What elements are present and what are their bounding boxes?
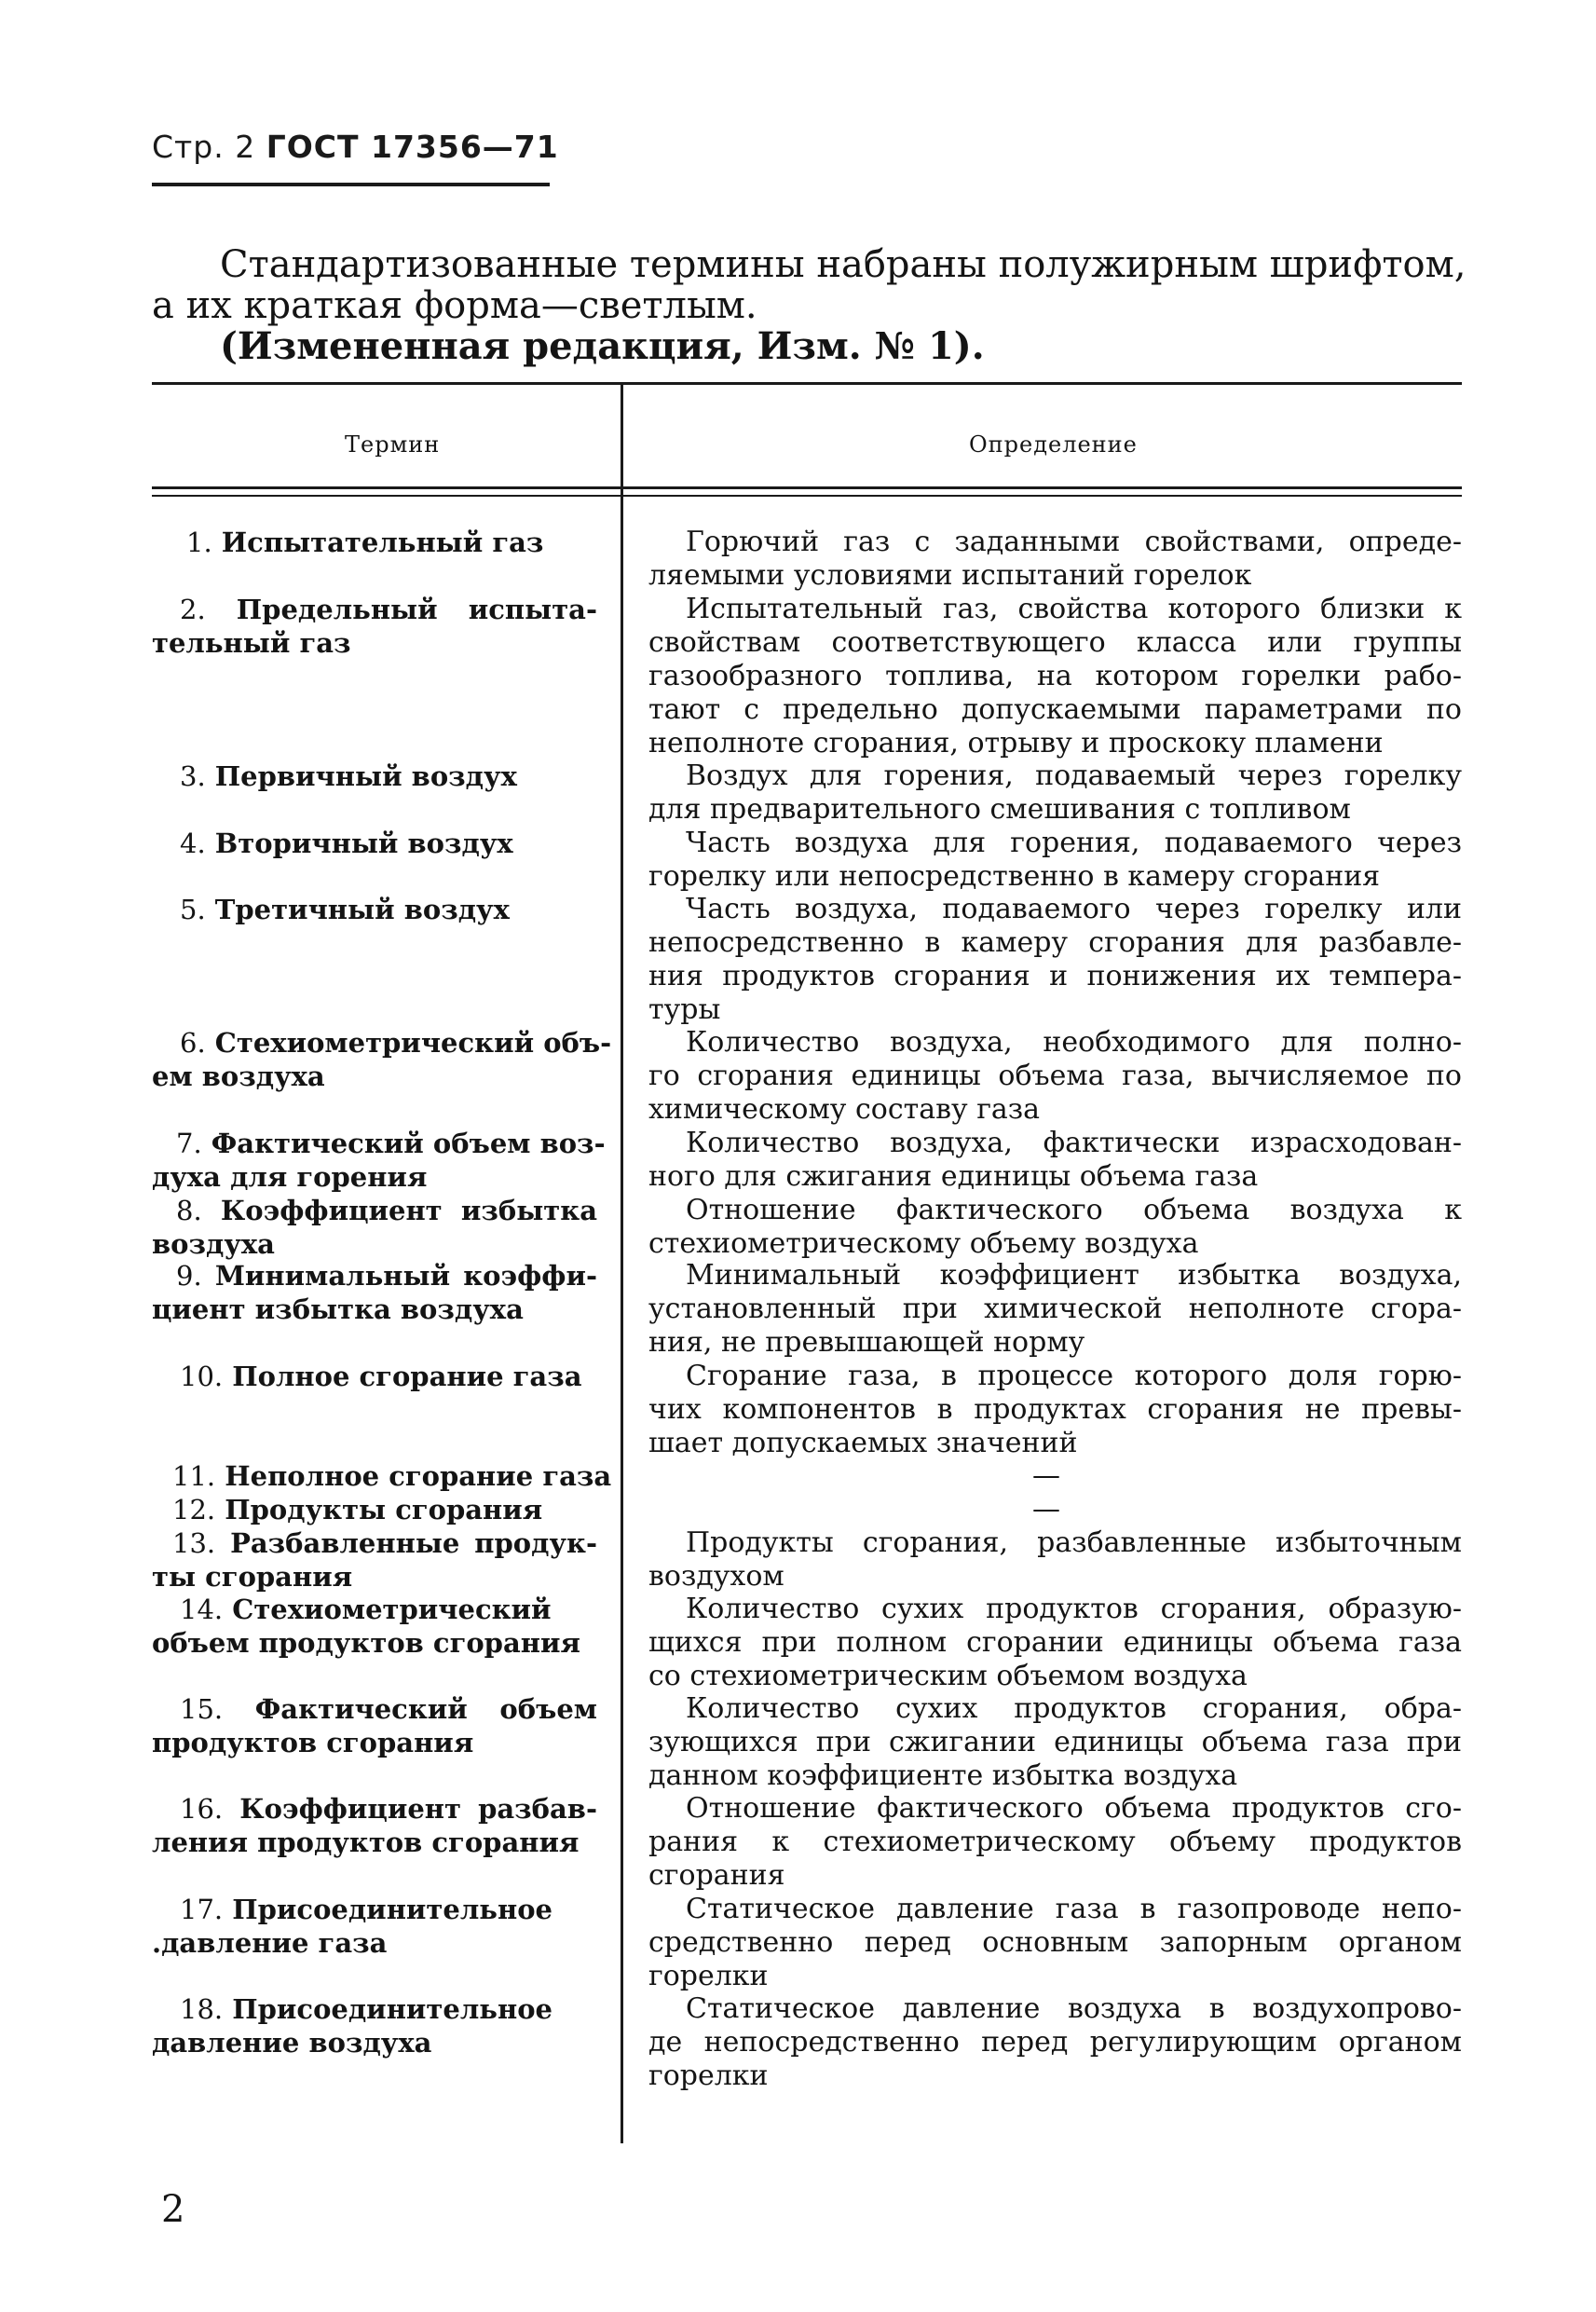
- definition-line: щихся при полном сгорании единицы объема газа: [648, 1626, 1462, 1659]
- term-text-cont: .давление газа: [152, 1927, 388, 1959]
- term-number: 10.: [180, 1361, 224, 1392]
- term-text: Первичный воздух: [214, 760, 517, 792]
- term-text-cont: ем воздуха: [152, 1060, 325, 1092]
- definition-7: [648, 1127, 1462, 1194]
- definition-line: рания к стехиометрическому объему продуктов: [648, 1826, 1462, 1858]
- definition-line: ния, не превышающей норму: [648, 1326, 1085, 1359]
- term-number: 5.: [180, 894, 206, 925]
- term-17: [152, 1893, 597, 1960]
- definition-17: [648, 1893, 1462, 1993]
- term-text: Коэффициент избытка: [220, 1195, 597, 1226]
- page-header: [152, 129, 559, 165]
- definition-line: Количество сухих продуктов сгорания, обра-: [686, 1692, 1462, 1725]
- definition-line: Статическое давление воздуха в воздухопрово-: [686, 1992, 1462, 2025]
- term-text-cont: продуктов сгорания: [152, 1727, 474, 1758]
- intro-line-1: Стандартизованные термины набраны полужирным шрифтом,: [220, 243, 1466, 286]
- definition-line: непосредственно в камеру сгорания для разбавле-: [648, 926, 1462, 959]
- definition-14: [648, 1593, 1462, 1693]
- definition-line: Часть воздуха, подаваемого через горелку или: [686, 893, 1462, 925]
- term-16: [152, 1792, 597, 1859]
- definition-line: горелки: [648, 2059, 769, 2092]
- definition-5: [648, 893, 1462, 1027]
- definition-line: Испытательный газ, свойства которого близки к: [686, 593, 1462, 625]
- header-rule-double: [152, 495, 1462, 497]
- definition-line: воздухом: [648, 1560, 784, 1593]
- term-text-cont: воздуха: [152, 1228, 275, 1260]
- definition-line: газообразного топлива, на котором горелки рабо-: [648, 660, 1462, 692]
- term-18: [152, 1992, 597, 2059]
- term-number: 14.: [180, 1594, 224, 1625]
- intro-paragraph: [152, 243, 1466, 368]
- definition-line: стехиометрическому объему воздуха: [648, 1227, 1199, 1260]
- term-4: [152, 827, 597, 860]
- term-7: [152, 1127, 606, 1194]
- term-5: [152, 893, 597, 926]
- term-2: [152, 593, 597, 660]
- term-8: [152, 1194, 597, 1261]
- definition-line: чих компонентов в продуктах сгорания не превы-: [648, 1393, 1462, 1426]
- term-number: 9.: [176, 1260, 202, 1292]
- definition-line: Сгорание газа, в процессе которого доля горю-: [686, 1360, 1462, 1392]
- definition-line: зующихся при сжигании единицы объема газа при: [648, 1726, 1462, 1758]
- term-number: 15.: [180, 1693, 224, 1725]
- term-text: Продукты сгорания: [225, 1494, 543, 1525]
- column-header-definition: Определение: [969, 431, 1138, 458]
- term-number: 6.: [180, 1027, 206, 1059]
- term-text: Присоединительное: [232, 1993, 553, 2025]
- definition-6: [648, 1026, 1462, 1127]
- definition-4: [648, 827, 1462, 894]
- term-text-cont: духа для горения: [152, 1161, 428, 1193]
- definition-line: Часть воздуха для горения, подаваемого через: [686, 827, 1462, 859]
- term-number: 17.: [180, 1894, 224, 1925]
- definition-line: де непосредственно перед регулирующим органом: [648, 2026, 1462, 2059]
- definition-2: [648, 593, 1462, 760]
- table-top-rule: [152, 382, 1462, 385]
- definition-line: Отношение фактического объема воздуха к: [686, 1194, 1462, 1226]
- term-number: 18.: [180, 1993, 224, 2025]
- amendment-note: (Измененная редакция, Изм. № 1).: [220, 324, 985, 368]
- definition-line: тают с предельно допускаемыми параметрами по: [648, 693, 1462, 726]
- term-text: Неполное сгорание газа: [225, 1460, 612, 1492]
- definition-11-dash: —: [1032, 1459, 1060, 1492]
- definition-16: [648, 1792, 1462, 1893]
- term-10: [152, 1360, 597, 1393]
- term-number: 12.: [172, 1494, 216, 1525]
- definition-line: горелки: [648, 1960, 769, 1992]
- term-text: Разбавленные продук-: [230, 1527, 597, 1559]
- term-3: [152, 759, 597, 793]
- definition-line: ного для сжигания единицы объема газа: [648, 1160, 1259, 1193]
- term-number: 4.: [180, 828, 206, 859]
- definition-line: Воздух для горения, подаваемый через горелку: [686, 759, 1462, 792]
- term-6: [152, 1026, 612, 1093]
- term-text-cont: ления продуктов сгорания: [152, 1826, 580, 1858]
- column-divider: [621, 382, 623, 2143]
- term-text: Коэффициент разбав-: [239, 1793, 597, 1825]
- definition-15: [648, 1692, 1462, 1793]
- definition-line: свойствам соответствующего класса или группы: [648, 626, 1462, 659]
- definition-line: Количество воздуха, необходимого для полно-: [686, 1026, 1462, 1059]
- term-text: Присоединительное: [232, 1894, 553, 1925]
- term-text: Предельный испыта-: [236, 594, 597, 625]
- definition-line: ляемыми условиями испытаний горелок: [648, 559, 1252, 592]
- definition-line: средственно перед основным запорным органом: [648, 1926, 1462, 1959]
- page-label: Стр. 2: [152, 129, 256, 165]
- definition-line: Горючий газ с заданными свойствами, опреде-: [686, 526, 1462, 558]
- term-text: Минимальный коэффи-: [214, 1260, 597, 1292]
- definition-line: туры: [648, 993, 721, 1026]
- term-1: [152, 526, 597, 559]
- term-text-cont: ты сгорания: [152, 1561, 353, 1593]
- definition-8: [648, 1194, 1462, 1261]
- definition-line: сгорания: [648, 1859, 785, 1892]
- term-number: 2.: [180, 594, 206, 625]
- definition-18: [648, 1992, 1462, 2093]
- term-text: Третичный воздух: [214, 894, 510, 925]
- definition-13: [648, 1526, 1462, 1594]
- term-text: Фактический объем воз-: [211, 1128, 606, 1159]
- definition-line: Статическое давление газа в газопроводе непо-: [686, 1893, 1462, 1925]
- definition-12-dash: —: [1032, 1493, 1060, 1525]
- term-text-cont: давление воздуха: [152, 2027, 432, 2059]
- definition-line: установленный при химической неполноте сгора-: [648, 1293, 1462, 1325]
- term-text: Стехиометрический: [232, 1594, 552, 1625]
- definition-line: горелку или непосредственно в камеру сгорания: [648, 860, 1381, 893]
- term-12: [152, 1493, 597, 1526]
- definition-line: ния продуктов сгорания и понижения их темпера-: [648, 960, 1462, 992]
- definition-9: [648, 1259, 1462, 1360]
- term-text: Полное сгорание газа: [232, 1361, 582, 1392]
- term-number: 3.: [180, 760, 206, 792]
- term-number: 11.: [172, 1460, 216, 1492]
- header-rule: [152, 486, 1462, 489]
- term-number: 8.: [176, 1195, 202, 1226]
- definition-line: го сгорания единицы объема газа, вычисляемое по: [648, 1060, 1462, 1092]
- term-13: [152, 1526, 597, 1594]
- term-number: 16.: [180, 1793, 224, 1825]
- term-15: [152, 1692, 597, 1759]
- definition-line: данном коэффициенте избытка воздуха: [648, 1759, 1238, 1792]
- term-text: Фактический объем: [254, 1693, 597, 1725]
- definition-line: Отношение фактического объема продуктов сго-: [686, 1792, 1462, 1825]
- definition-line: Количество сухих продуктов сгорания, образую-: [686, 1593, 1462, 1625]
- definition-line: со стехиометрическим объемом воздуха: [648, 1660, 1248, 1692]
- term-11: [152, 1459, 612, 1493]
- term-number: 13.: [172, 1527, 216, 1559]
- definition-line: шает допускаемых значений: [648, 1427, 1078, 1459]
- definition-line: неполноте сгорания, отрыву и проскоку пламени: [648, 727, 1384, 759]
- definition-line: для предварительного смешивания с топливом: [648, 793, 1351, 826]
- definition-line: химическому составу газа: [648, 1093, 1041, 1126]
- term-text-cont: объем продуктов сгорания: [152, 1627, 580, 1659]
- definition-10: [648, 1360, 1462, 1460]
- header-underline: [152, 183, 550, 186]
- definition-line: Продукты сгорания, разбавленные избыточным: [686, 1526, 1462, 1559]
- column-header-term: Термин: [345, 431, 441, 458]
- page-number: 2: [161, 2188, 185, 2231]
- intro-line-2: а их краткая форма—светлым.: [152, 284, 757, 327]
- term-14: [152, 1593, 597, 1660]
- definition-line: Минимальный коэффициент избытка воздуха,: [686, 1259, 1462, 1292]
- definition-line: Количество воздуха, фактически израсходован-: [686, 1127, 1462, 1159]
- definition-1: [648, 526, 1462, 593]
- definition-3: [648, 759, 1462, 827]
- term-text: Вторичный воздух: [214, 828, 513, 859]
- term-text: Стехиометрический объ-: [214, 1027, 612, 1059]
- term-number: 1.: [186, 527, 212, 558]
- standard-code: ГОСТ 17356—71: [266, 129, 559, 165]
- term-number: 7.: [176, 1128, 202, 1159]
- term-text: Испытательный газ: [221, 527, 544, 558]
- term-text-cont: циент избытка воздуха: [152, 1293, 524, 1325]
- term-text-cont: тельный газ: [152, 627, 351, 659]
- term-9: [152, 1259, 597, 1326]
